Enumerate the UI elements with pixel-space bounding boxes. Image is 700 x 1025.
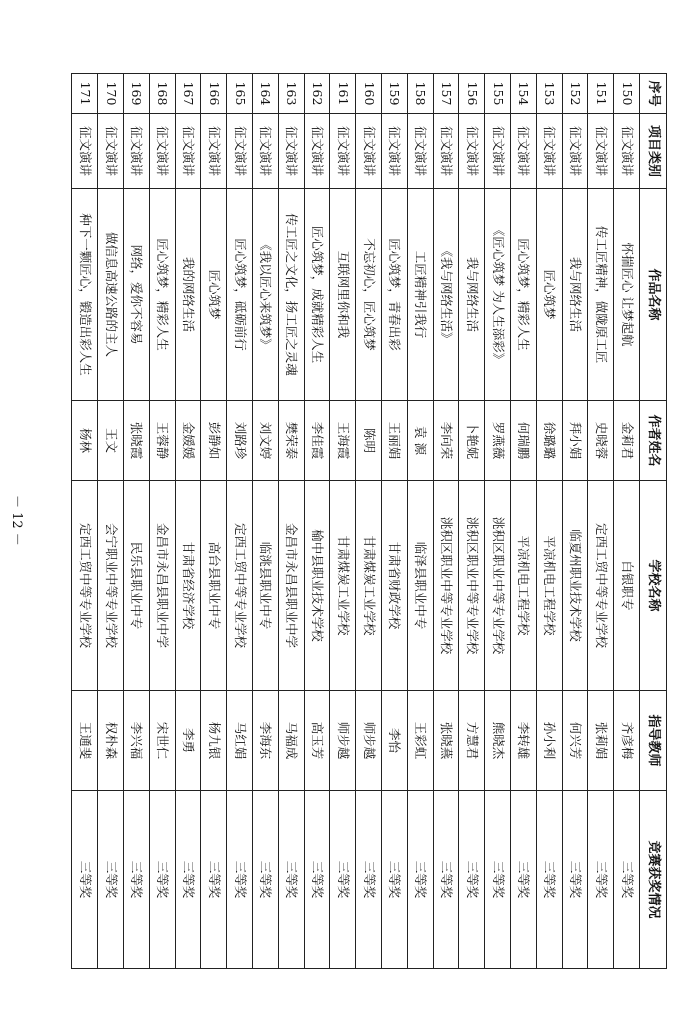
table-row [511, 74, 537, 969]
table-cell: 征文演讲 [614, 114, 640, 189]
table-cell: 征文演讲 [175, 114, 201, 189]
table-cell: 张晓霞 [124, 401, 150, 481]
table-cell: 王彩虹 [407, 691, 433, 791]
table-cell: 工匠精神引我行 [407, 189, 433, 401]
table-cell: 153 [536, 74, 562, 114]
table-cell: 罗燕薇 [485, 401, 511, 481]
table-cell: 征文演讲 [201, 114, 227, 189]
table-cell: 我的网络生活 [175, 189, 201, 401]
table-cell: 171 [72, 74, 98, 114]
table-cell: 征文演讲 [227, 114, 253, 189]
table-cell: 159 [382, 74, 408, 114]
table-cell: 164 [253, 74, 279, 114]
table-row [459, 74, 485, 969]
table-cell: 三等奖 [175, 791, 201, 969]
table-row [253, 74, 279, 969]
table-cell: 169 [124, 74, 150, 114]
table-cell: 160 [356, 74, 382, 114]
table-cell: 何兴芳 [562, 691, 588, 791]
table-cell: 154 [511, 74, 537, 114]
table-row [536, 74, 562, 969]
table-row [356, 74, 382, 969]
table-cell: 163 [278, 74, 304, 114]
table-cell: 金莉君 [614, 401, 640, 481]
table-cell: 我与网络生活 [562, 189, 588, 401]
table-row [149, 74, 175, 969]
table-cell: 熊晓杰 [485, 691, 511, 791]
column-header: 指导教师 [640, 691, 667, 791]
table-cell: 三等奖 [356, 791, 382, 969]
table-cell: 徐璐璐 [536, 401, 562, 481]
table-cell: 王通斐 [72, 691, 98, 791]
table-cell: 征文演讲 [304, 114, 330, 189]
table-cell: 《我与网络生活》 [433, 189, 459, 401]
table-cell: 师步越 [330, 691, 356, 791]
table-row [562, 74, 588, 969]
table-cell: 三等奖 [614, 791, 640, 969]
table-cell: 157 [433, 74, 459, 114]
table-row [175, 74, 201, 969]
table-cell: 征文演讲 [72, 114, 98, 189]
table-cell: 王丽娟 [382, 401, 408, 481]
table-cell: 平凉机电工程学校 [511, 481, 537, 691]
table-body [72, 74, 640, 969]
table-cell: 王海霞 [330, 401, 356, 481]
table-cell: 甘肃煤炭工业学校 [356, 481, 382, 691]
table-cell: 三等奖 [227, 791, 253, 969]
table-cell: 155 [485, 74, 511, 114]
table-cell: 156 [459, 74, 485, 114]
table-cell: 王文 [98, 401, 124, 481]
table-cell: 方慧君 [459, 691, 485, 791]
table-cell: 李佳霞 [304, 401, 330, 481]
table-cell: 马红娟 [227, 691, 253, 791]
table-cell: 征文演讲 [588, 114, 614, 189]
table-cell: 袁 源 [407, 401, 433, 481]
table-cell: 怀揣匠心 让梦起航 [614, 189, 640, 401]
table-cell: 征文演讲 [485, 114, 511, 189]
table-cell: 彭静如 [201, 401, 227, 481]
table-cell: 拜小娟 [562, 401, 588, 481]
table-cell: 李怡 [382, 691, 408, 791]
table-cell: 传工匠精神，做陇原工匠 [588, 189, 614, 401]
table-cell: 三等奖 [124, 791, 150, 969]
table-cell: 征文演讲 [562, 114, 588, 189]
table-cell: 李兴福 [124, 691, 150, 791]
table-cell: 定西工贸中等专业学校 [227, 481, 253, 691]
table-row [382, 74, 408, 969]
table-cell: 三等奖 [304, 791, 330, 969]
table-cell: 权朴森 [98, 691, 124, 791]
table-cell: 161 [330, 74, 356, 114]
table-cell: 陈明 [356, 401, 382, 481]
table-cell: 刘路珍 [227, 401, 253, 481]
table-cell: 李转雄 [511, 691, 537, 791]
table-cell: 151 [588, 74, 614, 114]
table-cell: 三等奖 [433, 791, 459, 969]
table-cell: 李海东 [253, 691, 279, 791]
table-cell: 高玉芳 [304, 691, 330, 791]
table-cell: 三等奖 [72, 791, 98, 969]
table-cell: 165 [227, 74, 253, 114]
table-cell: 匠心筑梦 [536, 189, 562, 401]
table-cell: 匠心筑梦，精彩人生 [511, 189, 537, 401]
table-cell: 金昌市永昌县职业中学 [278, 481, 304, 691]
table-cell: 三等奖 [407, 791, 433, 969]
table-cell: 洮积区职业中等专业学校 [459, 481, 485, 691]
table-cell: 临泽县职业中专 [407, 481, 433, 691]
table-cell: 种下一颗匠心，锻造出彩人生 [72, 189, 98, 401]
table-row [227, 74, 253, 969]
table-cell: 匠心筑梦，砥砺前行 [227, 189, 253, 401]
table-cell: 王蓉静 [149, 401, 175, 481]
table-cell: 三等奖 [485, 791, 511, 969]
column-header: 序号 [640, 74, 667, 114]
rotated-table-page [73, 73, 667, 968]
table-row [330, 74, 356, 969]
table-cell: 传工匠之文化，扬工匠之灵魂 [278, 189, 304, 401]
table-cell: 榆中县职业技术学校 [304, 481, 330, 691]
table-row [588, 74, 614, 969]
table-cell: 征文演讲 [98, 114, 124, 189]
table-row [433, 74, 459, 969]
table-row [407, 74, 433, 969]
table-cell: 征文演讲 [253, 114, 279, 189]
table-cell: 甘肃煤炭工业学校 [330, 481, 356, 691]
column-header: 作品名称 [640, 189, 667, 401]
table-cell: 征文演讲 [511, 114, 537, 189]
table-cell: 征文演讲 [382, 114, 408, 189]
table-cell: 征文演讲 [536, 114, 562, 189]
column-header: 项目类别 [640, 114, 667, 189]
table-cell: 征文演讲 [356, 114, 382, 189]
table-cell: 168 [149, 74, 175, 114]
table-cell: 匠心筑梦，青春出彩 [382, 189, 408, 401]
table-cell: 宋世仁 [149, 691, 175, 791]
column-header: 作者姓名 [640, 401, 667, 481]
table-cell: 甘肃省财政学校 [382, 481, 408, 691]
table-cell: 三等奖 [149, 791, 175, 969]
table-cell: 三等奖 [382, 791, 408, 969]
table-cell: 150 [614, 74, 640, 114]
table-cell: 樊荣泰 [278, 401, 304, 481]
table-cell: 征文演讲 [407, 114, 433, 189]
table-cell: 三等奖 [201, 791, 227, 969]
page-number: － 12 － [9, 495, 24, 546]
table-cell: 三等奖 [330, 791, 356, 969]
table-cell: 互联网里你和我 [330, 189, 356, 401]
table-cell: 杨九银 [201, 691, 227, 791]
table-cell: 张莉娟 [588, 691, 614, 791]
table-cell: 三等奖 [511, 791, 537, 969]
table-cell: 152 [562, 74, 588, 114]
table-cell: 我与网络生活 [459, 189, 485, 401]
table-cell: 匠心筑梦 [201, 189, 227, 401]
table-cell: 刘文婷 [253, 401, 279, 481]
table-row [72, 74, 98, 969]
table-cell: 会宁职业中等专业学校 [98, 481, 124, 691]
table-row [614, 74, 640, 969]
table-cell: 师步越 [356, 691, 382, 791]
table-cell: 临洮县职业中专 [253, 481, 279, 691]
table-cell: 做信息高速公路的主人 [98, 189, 124, 401]
table-cell: 杨林 [72, 401, 98, 481]
table-cell: 洮积区职业中等专业学校 [485, 481, 511, 691]
table-cell: 三等奖 [536, 791, 562, 969]
table-cell: 马福成 [278, 691, 304, 791]
table-cell: 三等奖 [253, 791, 279, 969]
table-row [201, 74, 227, 969]
table-cell: 匠心筑梦，成就精彩人生 [304, 189, 330, 401]
table-cell: 甘肃省经济学校 [175, 481, 201, 691]
table-cell: 162 [304, 74, 330, 114]
table-header-row [640, 74, 667, 969]
table-cell: 征文演讲 [433, 114, 459, 189]
table-cell: 定西工贸中等专业学校 [588, 481, 614, 691]
table-cell: 征文演讲 [330, 114, 356, 189]
table-cell: 平凉机电工程学校 [536, 481, 562, 691]
table-cell: 匠心筑梦，精彩人生 [149, 189, 175, 401]
table-cell: 白银职专 [614, 481, 640, 691]
table-row [304, 74, 330, 969]
table-cell: 《我以匠心来筑梦》 [253, 189, 279, 401]
table-cell: 《匠心筑梦 为人生添彩》 [485, 189, 511, 401]
table-cell: 金昌市永昌县职业中学 [149, 481, 175, 691]
table-cell: 158 [407, 74, 433, 114]
table-cell: 不忘初心，匠心筑梦 [356, 189, 382, 401]
table-cell: 李勇 [175, 691, 201, 791]
table-row [98, 74, 124, 969]
table-cell: 三等奖 [98, 791, 124, 969]
table-cell: 征文演讲 [149, 114, 175, 189]
table-cell: 史晓蓉 [588, 401, 614, 481]
table-cell: 金媛媛 [175, 401, 201, 481]
table-cell: 三等奖 [459, 791, 485, 969]
table-cell: 三等奖 [562, 791, 588, 969]
table-cell: 卜艳妮 [459, 401, 485, 481]
table-cell: 临夏州职业技术学校 [562, 481, 588, 691]
table-row [124, 74, 150, 969]
table-cell: 三等奖 [588, 791, 614, 969]
table-cell: 民乐县职业中专 [124, 481, 150, 691]
table-row [485, 74, 511, 969]
column-header: 竞赛获奖情况 [640, 791, 667, 969]
table-cell: 网络，爱你不容易 [124, 189, 150, 401]
table-cell: 定西工贸中等专业学校 [72, 481, 98, 691]
table-cell: 何瑞鹏 [511, 401, 537, 481]
table-cell: 洮积区职业中等专业学校 [433, 481, 459, 691]
table-cell: 166 [201, 74, 227, 114]
table-cell: 齐彦梅 [614, 691, 640, 791]
table-cell: 张晓燕 [433, 691, 459, 791]
table-cell: 征文演讲 [124, 114, 150, 189]
table-cell: 高台县职业中专 [201, 481, 227, 691]
table-cell: 三等奖 [278, 791, 304, 969]
table-cell: 征文演讲 [278, 114, 304, 189]
awards-table [71, 73, 667, 969]
column-header: 学校名称 [640, 481, 667, 691]
table-cell: 170 [98, 74, 124, 114]
table-row [278, 74, 304, 969]
table-cell: 李向荣 [433, 401, 459, 481]
table-cell: 征文演讲 [459, 114, 485, 189]
table-cell: 孙小利 [536, 691, 562, 791]
table-cell: 167 [175, 74, 201, 114]
